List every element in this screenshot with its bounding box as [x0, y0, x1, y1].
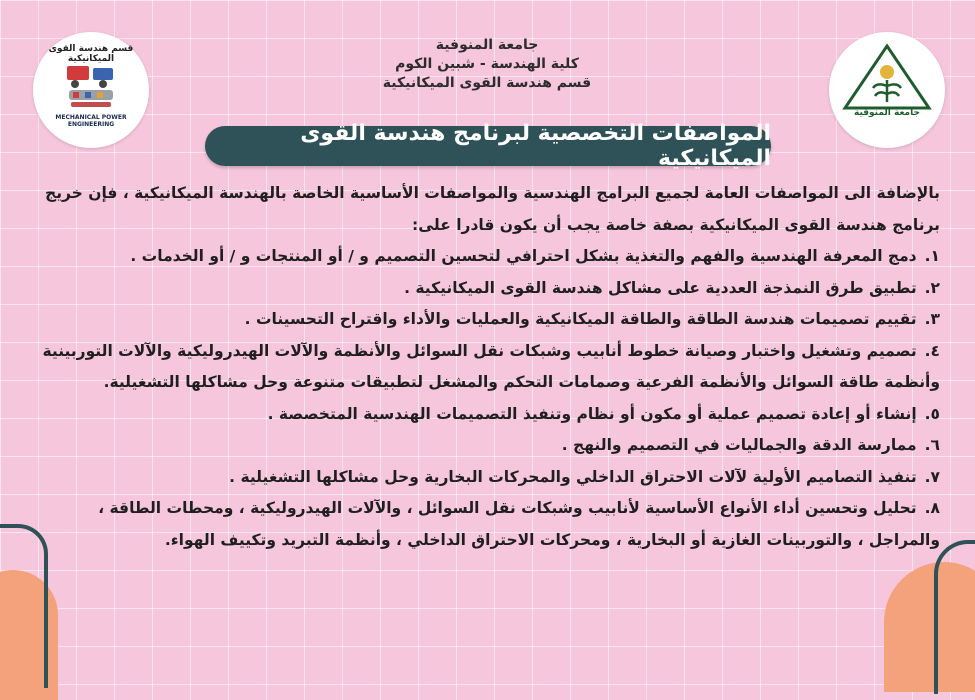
university-emblem-icon [839, 42, 935, 114]
list-item-text: تصميم وتشغيل واختبار وصيانة خطوط أنابيب وشبكات نقل السوائل والأنظمة والآلات الهيدروليكية والآلات التوربينية وأنظمة طاقة السوائل والأنظمة الفرعية وصمامات التحكم والمشغل لتطبيقات متنوعة وحل مشاكلها التشغيلية. [42, 341, 940, 391]
list-item-number: ٥. [924, 404, 940, 423]
list-item-text: إنشاء أو إعادة تصميم عملية أو مكون أو نظام وتنفيذ التصميمات الهندسية المتخصصة . [267, 404, 917, 423]
list-item-number: ٢. [924, 278, 940, 297]
decor-arc-right [934, 540, 975, 694]
department-logo [33, 32, 149, 148]
specifications-body [36, 178, 940, 556]
list-item [36, 462, 940, 494]
list-item-number: ٦. [924, 436, 940, 454]
list-item-text: تطبيق طرق النمذجة العددية على مشاكل هندسة القوى الميكانيكية . [404, 278, 917, 297]
department-name: قسم هندسة القوى الميكانيكية [382, 75, 592, 91]
list-item-text: ممارسة الدقة والجماليات في التصميم والنهج . [561, 436, 917, 454]
intro-paragraph: بالإضافة الى المواصفات العامة لجميع البرامج الهندسية والمواصفات الأساسية الخاصة بالهندسة الميكانيكية ، فإن خريج برنامج هندسة القوى الميكانيكية بصفة خاصة يجب أن يكون قادرا على: [45, 184, 940, 234]
list-item-text: تحليل وتحسين أداء الأنواع الأساسية لأنابيب وشبكات نقل السوائل ، والآلات الهيدروليكية ، ومحطات الطاقة ، والمراجل ، والتوربينات الغازية أو البخارية ، ومحركات الاحتراق الداخلي ، وأنظمة التبريد وتكييف الهواء. [98, 499, 940, 549]
list-item-number: ٨. [924, 499, 940, 517]
list-item-number: ٣. [924, 310, 940, 328]
university-logo [829, 32, 945, 148]
list-item [36, 493, 940, 556]
list-item-text: تقييم تصميمات هندسة الطاقة والطاقة الميكانيكية والعمليات والأداء واقتراح التحسينات . [244, 310, 917, 328]
machinery-icon [63, 62, 119, 110]
list-item-number: ٤. [924, 341, 940, 360]
list-item-text: دمج المعرفة الهندسية والفهم والتغذية بشكل احترافي لتحسين التصميم و / أو المنتجات و / أو الخدمات . [130, 247, 917, 265]
list-item [36, 304, 940, 336]
department-logo-arabic-text: قسم هندسة القوى الميكانيكية [48, 44, 134, 64]
faculty-name: كلية الهندسة - شبين الكوم [395, 56, 579, 72]
list-item [36, 336, 940, 399]
specifications-list [36, 241, 940, 556]
university-name: جامعة المنوفية [435, 37, 539, 53]
list-item [36, 241, 940, 273]
list-item-number: ١. [924, 247, 940, 265]
institution-header [337, 36, 637, 93]
university-logo-text: جامعة المنوفية [854, 108, 920, 118]
page-title [205, 121, 771, 171]
list-item [36, 273, 940, 305]
page-title-text: المواصفات التخصصية لبرنامج هندسة القوى الميكانيكية [300, 121, 771, 171]
list-item [36, 399, 940, 431]
list-item-text: تنفيذ التصاميم الأولية لآلات الاحتراق الداخلي والمحركات البخارية وحل مشاكلها التشغيلية . [229, 467, 917, 486]
department-logo-english-text: MECHANICAL POWER ENGINEERING [55, 114, 127, 128]
list-item-number: ٧. [924, 467, 940, 486]
list-item [36, 430, 940, 462]
